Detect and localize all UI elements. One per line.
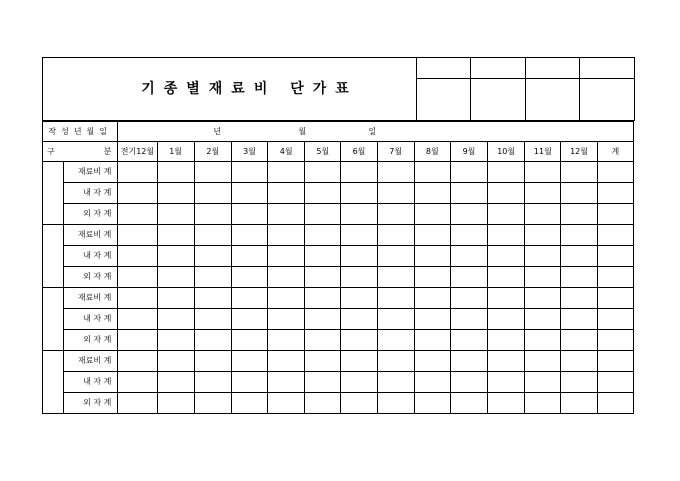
value-cell[interactable] xyxy=(341,183,377,204)
value-cell[interactable] xyxy=(157,351,194,372)
col-header: 5월 xyxy=(305,142,341,162)
column-header-row xyxy=(43,142,634,162)
value-cell[interactable] xyxy=(488,225,525,246)
value-cell[interactable] xyxy=(525,330,561,351)
approval-box-4-top[interactable] xyxy=(580,58,635,79)
table-row xyxy=(43,162,634,183)
value-cell[interactable] xyxy=(597,372,633,393)
col-header: 전기12월 xyxy=(118,142,157,162)
value-cell[interactable] xyxy=(194,204,231,225)
value-cell[interactable] xyxy=(488,330,525,351)
value-cell[interactable] xyxy=(118,246,157,267)
category-header-right: 분 xyxy=(103,147,112,156)
value-cell[interactable] xyxy=(231,267,267,288)
value-cell[interactable] xyxy=(341,330,377,351)
value-cell[interactable] xyxy=(597,225,633,246)
value-cell[interactable] xyxy=(194,330,231,351)
value-cell[interactable] xyxy=(561,288,597,309)
value-cell[interactable] xyxy=(268,162,305,183)
value-cell[interactable] xyxy=(377,351,414,372)
value-cell[interactable] xyxy=(341,288,377,309)
value-cell[interactable] xyxy=(341,393,377,414)
approval-box-1-top[interactable] xyxy=(417,58,471,79)
value-cell[interactable] xyxy=(268,183,305,204)
value-cell[interactable] xyxy=(305,372,341,393)
value-cell[interactable] xyxy=(231,372,267,393)
col-header: 12월 xyxy=(561,142,597,162)
group-cell[interactable] xyxy=(43,225,64,288)
row-label: 외 자 계 xyxy=(64,393,118,414)
value-cell[interactable] xyxy=(157,267,194,288)
value-cell[interactable] xyxy=(194,225,231,246)
value-cell[interactable] xyxy=(268,372,305,393)
value-cell[interactable] xyxy=(525,393,561,414)
value-cell[interactable] xyxy=(157,183,194,204)
row-label: 내 자 계 xyxy=(64,183,118,204)
col-header: 8월 xyxy=(414,142,450,162)
table-row xyxy=(43,372,634,393)
value-cell[interactable] xyxy=(194,309,231,330)
value-cell[interactable] xyxy=(488,351,525,372)
value-cell[interactable] xyxy=(561,246,597,267)
value-cell[interactable] xyxy=(305,267,341,288)
value-cell[interactable] xyxy=(194,351,231,372)
value-cell[interactable] xyxy=(268,309,305,330)
value-cell[interactable] xyxy=(414,309,450,330)
value-cell[interactable] xyxy=(231,162,267,183)
date-label: 작성년월일 xyxy=(43,122,118,142)
value-cell[interactable] xyxy=(341,225,377,246)
value-cell[interactable] xyxy=(488,309,525,330)
value-cell[interactable] xyxy=(268,393,305,414)
table-row xyxy=(43,225,634,246)
value-cell[interactable] xyxy=(377,246,414,267)
date-month-label: 월 xyxy=(298,127,307,136)
approval-box-1-sign[interactable] xyxy=(417,79,471,121)
value-cell[interactable] xyxy=(377,393,414,414)
value-cell[interactable] xyxy=(305,225,341,246)
value-cell[interactable] xyxy=(305,393,341,414)
value-cell[interactable] xyxy=(488,204,525,225)
value-cell[interactable] xyxy=(414,393,450,414)
header-table xyxy=(42,57,635,121)
value-cell[interactable] xyxy=(488,267,525,288)
value-cell[interactable] xyxy=(231,225,267,246)
value-cell[interactable] xyxy=(268,288,305,309)
date-day-label: 일 xyxy=(368,127,377,136)
value-cell[interactable] xyxy=(118,204,157,225)
value-cell[interactable] xyxy=(231,351,267,372)
row-label: 내 자 계 xyxy=(64,246,118,267)
value-cell[interactable] xyxy=(157,204,194,225)
value-cell[interactable] xyxy=(597,393,633,414)
category-header xyxy=(43,142,118,162)
value-cell[interactable] xyxy=(488,393,525,414)
col-header: 10월 xyxy=(488,142,525,162)
value-cell[interactable] xyxy=(305,204,341,225)
value-cell[interactable] xyxy=(305,351,341,372)
value-cell[interactable] xyxy=(194,162,231,183)
value-cell[interactable] xyxy=(597,162,633,183)
value-cell[interactable] xyxy=(597,204,633,225)
value-cell[interactable] xyxy=(305,183,341,204)
approval-box-2-top[interactable] xyxy=(471,58,526,79)
value-cell[interactable] xyxy=(450,183,487,204)
value-cell[interactable] xyxy=(597,330,633,351)
value-cell[interactable] xyxy=(118,162,157,183)
value-cell[interactable] xyxy=(118,351,157,372)
value-cell[interactable] xyxy=(414,225,450,246)
value-cell[interactable] xyxy=(525,372,561,393)
value-cell[interactable] xyxy=(118,225,157,246)
value-cell[interactable] xyxy=(305,162,341,183)
value-cell[interactable] xyxy=(231,246,267,267)
value-cell[interactable] xyxy=(561,225,597,246)
value-cell[interactable] xyxy=(377,330,414,351)
value-cell[interactable] xyxy=(341,351,377,372)
row-label: 내 자 계 xyxy=(64,309,118,330)
value-cell[interactable] xyxy=(268,225,305,246)
cost-table-form xyxy=(42,57,635,414)
row-label: 재료비 계 xyxy=(64,288,118,309)
value-cell[interactable] xyxy=(231,288,267,309)
value-cell[interactable] xyxy=(118,309,157,330)
value-cell[interactable] xyxy=(450,309,487,330)
row-label: 외 자 계 xyxy=(64,267,118,288)
row-label: 재료비 계 xyxy=(64,162,118,183)
value-cell[interactable] xyxy=(414,204,450,225)
table-row xyxy=(43,393,634,414)
value-cell[interactable] xyxy=(157,309,194,330)
value-cell[interactable] xyxy=(377,162,414,183)
value-cell[interactable] xyxy=(341,372,377,393)
value-cell[interactable] xyxy=(118,372,157,393)
col-header: 3월 xyxy=(231,142,267,162)
value-cell[interactable] xyxy=(305,288,341,309)
value-cell[interactable] xyxy=(450,267,487,288)
value-cell[interactable] xyxy=(561,393,597,414)
value-cell[interactable] xyxy=(488,372,525,393)
date-year-label: 년 xyxy=(213,127,222,136)
data-table xyxy=(42,121,634,414)
value-cell[interactable] xyxy=(194,267,231,288)
value-cell[interactable] xyxy=(414,351,450,372)
value-cell[interactable] xyxy=(194,183,231,204)
value-cell[interactable] xyxy=(194,288,231,309)
value-cell[interactable] xyxy=(597,267,633,288)
value-cell[interactable] xyxy=(525,267,561,288)
value-cell[interactable] xyxy=(414,183,450,204)
value-cell[interactable] xyxy=(561,330,597,351)
value-cell[interactable] xyxy=(450,372,487,393)
value-cell[interactable] xyxy=(597,309,633,330)
table-row xyxy=(43,351,634,372)
value-cell[interactable] xyxy=(268,351,305,372)
date-field[interactable] xyxy=(118,122,634,142)
value-cell[interactable] xyxy=(414,330,450,351)
approval-box-2-sign[interactable] xyxy=(471,79,526,121)
document-title: 기종별재료비 단가표 xyxy=(43,58,417,121)
value-cell[interactable] xyxy=(525,351,561,372)
value-cell[interactable] xyxy=(341,162,377,183)
col-header: 1월 xyxy=(157,142,194,162)
value-cell[interactable] xyxy=(561,372,597,393)
value-cell[interactable] xyxy=(341,267,377,288)
approval-box-3-sign[interactable] xyxy=(526,79,580,121)
value-cell[interactable] xyxy=(488,288,525,309)
value-cell[interactable] xyxy=(597,351,633,372)
value-cell[interactable] xyxy=(414,246,450,267)
value-cell[interactable] xyxy=(450,162,487,183)
col-header: 11월 xyxy=(525,142,561,162)
value-cell[interactable] xyxy=(525,183,561,204)
value-cell[interactable] xyxy=(118,267,157,288)
table-row xyxy=(43,204,634,225)
value-cell[interactable] xyxy=(450,351,487,372)
table-row xyxy=(43,288,634,309)
category-header-left: 구 xyxy=(47,147,55,156)
value-cell[interactable] xyxy=(377,288,414,309)
value-cell[interactable] xyxy=(377,309,414,330)
col-header: 2월 xyxy=(194,142,231,162)
value-cell[interactable] xyxy=(561,162,597,183)
value-cell[interactable] xyxy=(561,309,597,330)
value-cell[interactable] xyxy=(525,288,561,309)
row-label: 내 자 계 xyxy=(64,372,118,393)
value-cell[interactable] xyxy=(231,393,267,414)
value-cell[interactable] xyxy=(525,162,561,183)
value-cell[interactable] xyxy=(525,204,561,225)
value-cell[interactable] xyxy=(377,225,414,246)
value-cell[interactable] xyxy=(231,309,267,330)
value-cell[interactable] xyxy=(305,309,341,330)
approval-box-4-sign[interactable] xyxy=(580,79,635,121)
value-cell[interactable] xyxy=(231,204,267,225)
value-cell[interactable] xyxy=(450,393,487,414)
group-cell[interactable] xyxy=(43,351,64,414)
value-cell[interactable] xyxy=(194,246,231,267)
table-row xyxy=(43,330,634,351)
value-cell[interactable] xyxy=(194,393,231,414)
col-header: 7월 xyxy=(377,142,414,162)
value-cell[interactable] xyxy=(414,372,450,393)
table-row xyxy=(43,309,634,330)
value-cell[interactable] xyxy=(597,288,633,309)
value-cell[interactable] xyxy=(268,204,305,225)
value-cell[interactable] xyxy=(597,183,633,204)
value-cell[interactable] xyxy=(377,183,414,204)
value-cell[interactable] xyxy=(525,246,561,267)
col-header: 6월 xyxy=(341,142,377,162)
value-cell[interactable] xyxy=(525,309,561,330)
value-cell[interactable] xyxy=(525,225,561,246)
value-cell[interactable] xyxy=(157,372,194,393)
value-cell[interactable] xyxy=(414,288,450,309)
value-cell[interactable] xyxy=(450,288,487,309)
value-cell[interactable] xyxy=(488,183,525,204)
value-cell[interactable] xyxy=(157,162,194,183)
row-label: 재료비 계 xyxy=(64,225,118,246)
table-row xyxy=(43,246,634,267)
value-cell[interactable] xyxy=(561,183,597,204)
value-cell[interactable] xyxy=(414,267,450,288)
value-cell[interactable] xyxy=(377,372,414,393)
value-cell[interactable] xyxy=(341,309,377,330)
value-cell[interactable] xyxy=(377,204,414,225)
value-cell[interactable] xyxy=(341,204,377,225)
value-cell[interactable] xyxy=(450,204,487,225)
value-cell[interactable] xyxy=(157,393,194,414)
col-header: 계 xyxy=(597,142,633,162)
value-cell[interactable] xyxy=(231,183,267,204)
value-cell[interactable] xyxy=(118,330,157,351)
col-header: 9월 xyxy=(450,142,487,162)
value-cell[interactable] xyxy=(561,351,597,372)
value-cell[interactable] xyxy=(597,246,633,267)
group-cell[interactable] xyxy=(43,288,64,351)
value-cell[interactable] xyxy=(450,246,487,267)
value-cell[interactable] xyxy=(561,267,597,288)
value-cell[interactable] xyxy=(341,246,377,267)
row-label: 재료비 계 xyxy=(64,351,118,372)
value-cell[interactable] xyxy=(305,330,341,351)
value-cell[interactable] xyxy=(118,393,157,414)
value-cell[interactable] xyxy=(118,288,157,309)
value-cell[interactable] xyxy=(305,246,341,267)
value-cell[interactable] xyxy=(561,204,597,225)
value-cell[interactable] xyxy=(414,162,450,183)
value-cell[interactable] xyxy=(268,267,305,288)
value-cell[interactable] xyxy=(488,162,525,183)
col-header: 4월 xyxy=(268,142,305,162)
row-label: 외 자 계 xyxy=(64,204,118,225)
row-label: 외 자 계 xyxy=(64,330,118,351)
value-cell[interactable] xyxy=(157,225,194,246)
value-cell[interactable] xyxy=(268,246,305,267)
group-cell[interactable] xyxy=(43,162,64,225)
value-cell[interactable] xyxy=(231,330,267,351)
value-cell[interactable] xyxy=(268,330,305,351)
value-cell[interactable] xyxy=(450,330,487,351)
value-cell[interactable] xyxy=(194,372,231,393)
value-cell[interactable] xyxy=(157,246,194,267)
approval-box-3-top[interactable] xyxy=(526,58,580,79)
value-cell[interactable] xyxy=(488,246,525,267)
table-row xyxy=(43,183,634,204)
value-cell[interactable] xyxy=(118,183,157,204)
table-row xyxy=(43,267,634,288)
value-cell[interactable] xyxy=(377,267,414,288)
value-cell[interactable] xyxy=(157,330,194,351)
value-cell[interactable] xyxy=(157,288,194,309)
value-cell[interactable] xyxy=(450,225,487,246)
